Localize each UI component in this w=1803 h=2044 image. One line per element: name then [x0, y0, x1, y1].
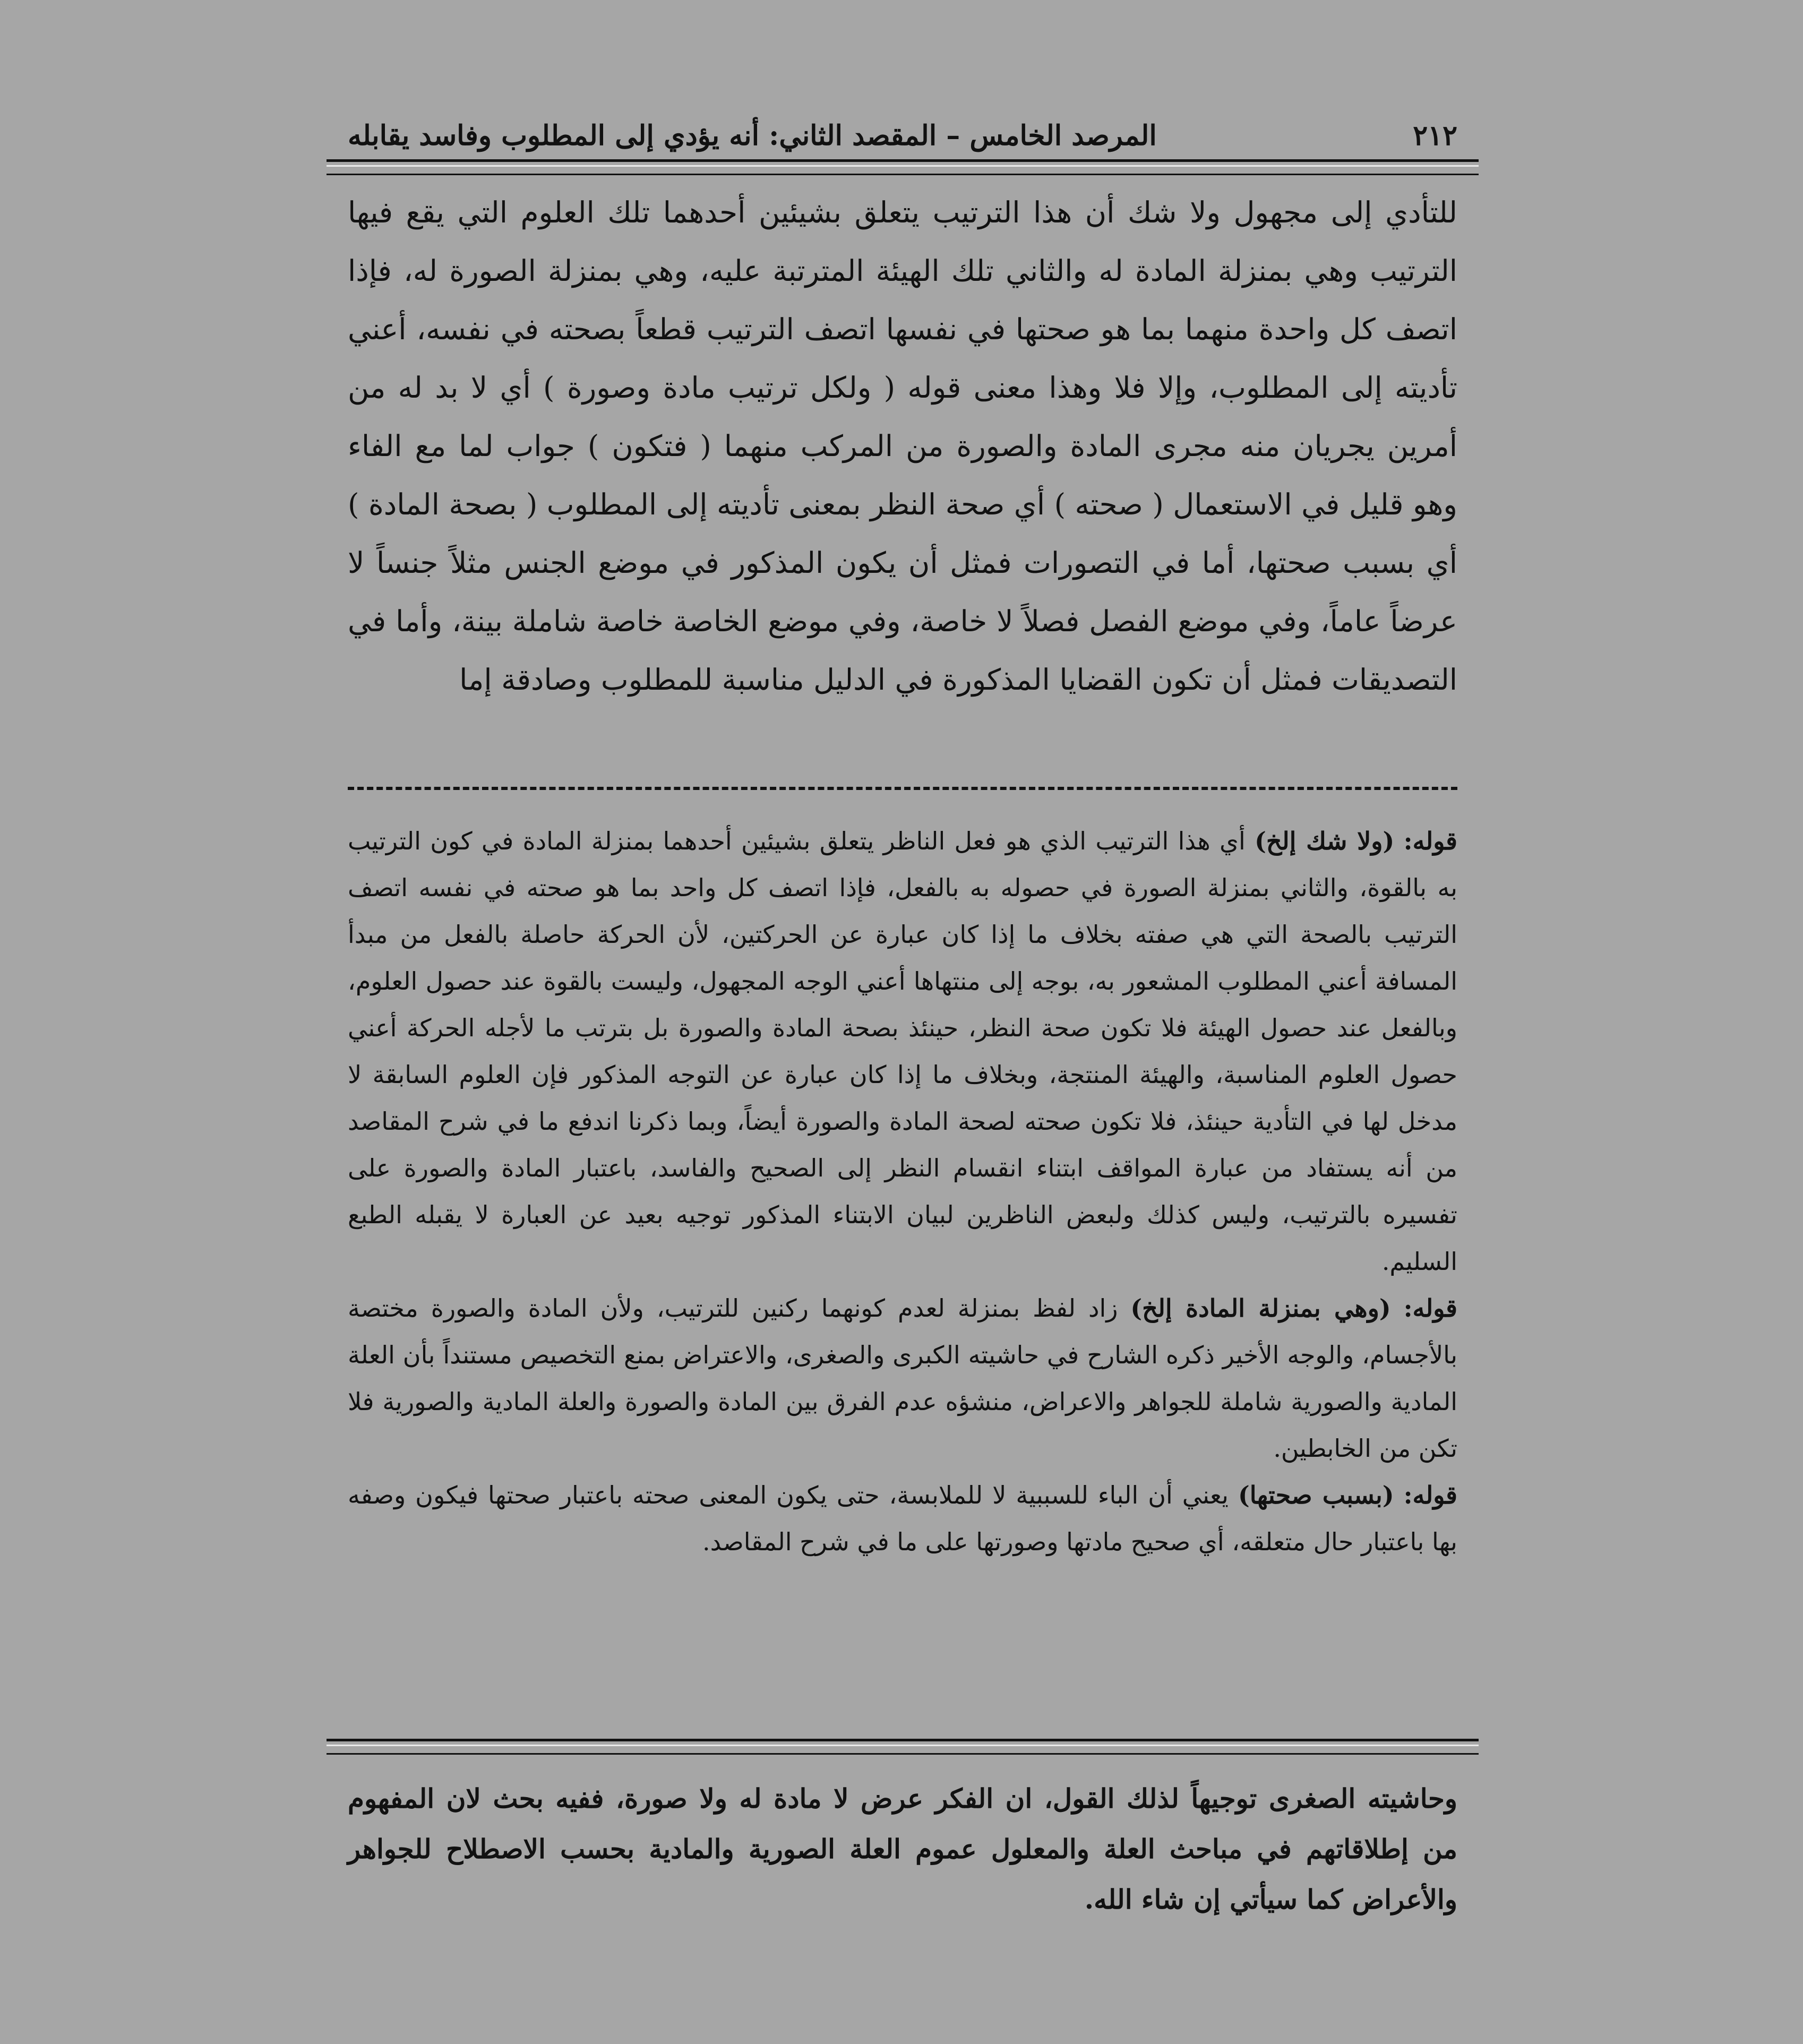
note-text: زاد لفظ بمنزلة لعدم كونهما ركنين للترتيب، ولأن المادة والصورة مختصة بالأجسام، والوجه الأخير ذكره الشارح في حاشيته الكبرى والصغرى، والاعتراض بمنع التخصيص مستنداً بأن العلة المادية والصورية شاملة للجواهر والاعراض، منشؤه عدم الفرق بين المادة والصورة والعلة المادية والصورية فلا تكن من الخابطين. [348, 1294, 1458, 1463]
note-label: قوله: [1403, 827, 1458, 855]
note-2 [348, 1285, 1457, 1472]
note-quote: (وهي بمنزلة المادة إلخ) [1130, 1294, 1391, 1322]
footer-rule [327, 1739, 1479, 1755]
footnote-text: وحاشيته الصغرى توجيهاً لذلك القول، ان الفكر عرض لا مادة له ولا صورة، ففيه بحث لان المفهوم من إطلاقاتهم في مباحث العلة والمعلول عموم العلة الصورية والمادية بحسب الاصطلاح للجواهر والأعراض كما سيأتي إن شاء الله. [348, 1783, 1457, 1915]
note-quote: (بسبب صحتها) [1238, 1481, 1394, 1509]
note-label: قوله: [1403, 1481, 1457, 1509]
commentary-notes [348, 818, 1457, 1725]
header-rule [327, 159, 1479, 175]
footnote-block [348, 1773, 1457, 1933]
note-1 [348, 818, 1457, 1285]
page-number: ٢١٢ [1413, 119, 1457, 152]
note-quote: (ولا شك إلخ) [1255, 827, 1395, 855]
note-label: قوله: [1403, 1294, 1457, 1322]
note-text: أي هذا الترتيب الذي هو فعل الناظر يتعلق بشيئين أحدهما بمنزلة المادة في كون الترتيب به بالقوة، والثاني بمنزلة الصورة في حصوله به بالفعل، فإذا اتصف كل واحد بما هو صحته في نفسه اتصف الترتيب بالصحة التي هي صفته بخلاف ما إذا كان عبارة عن الحركتين، لأن الحركة حاصلة بالفعل من مبدأ المسافة أعني المطلوب المشعور به، بوجه إلى منتهاها أعني الوجه المجهول، وليست بالقوة عند حصول العلوم، وبالفعل عند حصول الهيئة فلا تكون صحة النظر، حينئذ بصحة المادة والصورة بل بترتب ما لأجله الحركة أعني حصول العلوم المناسبة، والهيئة المنتجة، وبخلاف ما إذا كان عبارة عن التوجه المذكور فإن العلوم السابقة لا مدخل لها في التأدية حينئذ، فلا تكون صحته لصحة المادة والصورة أيضاً، وبما ذكرنا اندفع ما في شرح المقاصد من أنه يستفاد من عبارة المواقف ابتناء انقسام النظر إلى الصحيح والفاسد، باعتبار المادة والصورة على تفسيره بالترتيب، وليس كذلك ولبعض الناظرين لبيان الابتناء المذكور توجيه بعيد عن العبارة لا يقبله الطبع السليم. [348, 827, 1457, 1276]
main-paragraph: للتأدي إلى مجهول ولا شك أن هذا الترتيب يتعلق بشيئين أحدهما تلك العلوم التي يقع فيها الترتيب وهي بمنزلة المادة له والثاني تلك الهيئة المترتبة عليه، وهي بمنزلة الصورة له، فإذا اتصف كل واحدة منهما بما هو صحتها في نفسها اتصف الترتيب قطعاً بصحته في نفسه، أعني تأديته إلى المطلوب، وإلا فلا وهذا معنى قوله ( ولكل ترتيب مادة وصورة ) أي لا بد له من أمرين يجريان منه مجرى المادة والصورة من المركب منهما ( فتكون ) جواب لما مع الفاء وهو قليل في الاستعمال ( صحته ) أي صحة النظر بمعنى تأديته إلى المطلوب ( بصحة المادة ) أي بسبب صحتها، أما في التصورات فمثل أن يكون المذكور في موضع الجنس مثلاً جنساً لا عرضاً عاماً، وفي موضع الفصل فصلاً لا خاصة، وفي موضع الخاصة خاصة شاملة بينة، وأما في التصديقات فمثل أن تكون القضايا المذكورة في الدليل مناسبة للمطلوب وصادقة إما [348, 195, 1457, 697]
book-page [348, 106, 1457, 1938]
running-header [348, 114, 1457, 157]
separator-dashed-line [348, 787, 1457, 790]
header-title: المرصد الخامس – المقصد الثاني: أنه يؤدي إلى المطلوب وفاسد يقابله [348, 119, 1157, 152]
main-text-block [348, 183, 1457, 884]
note-3 [348, 1472, 1457, 1565]
note-text: يعني أن الباء للسببية لا للملابسة، حتى يكون المعنى صحته باعتبار صحتها فيكون وصفه بها باعتبار حال متعلقه، أي صحيح مادتها وصورتها على ما في شرح المقاصد. [348, 1481, 1457, 1556]
